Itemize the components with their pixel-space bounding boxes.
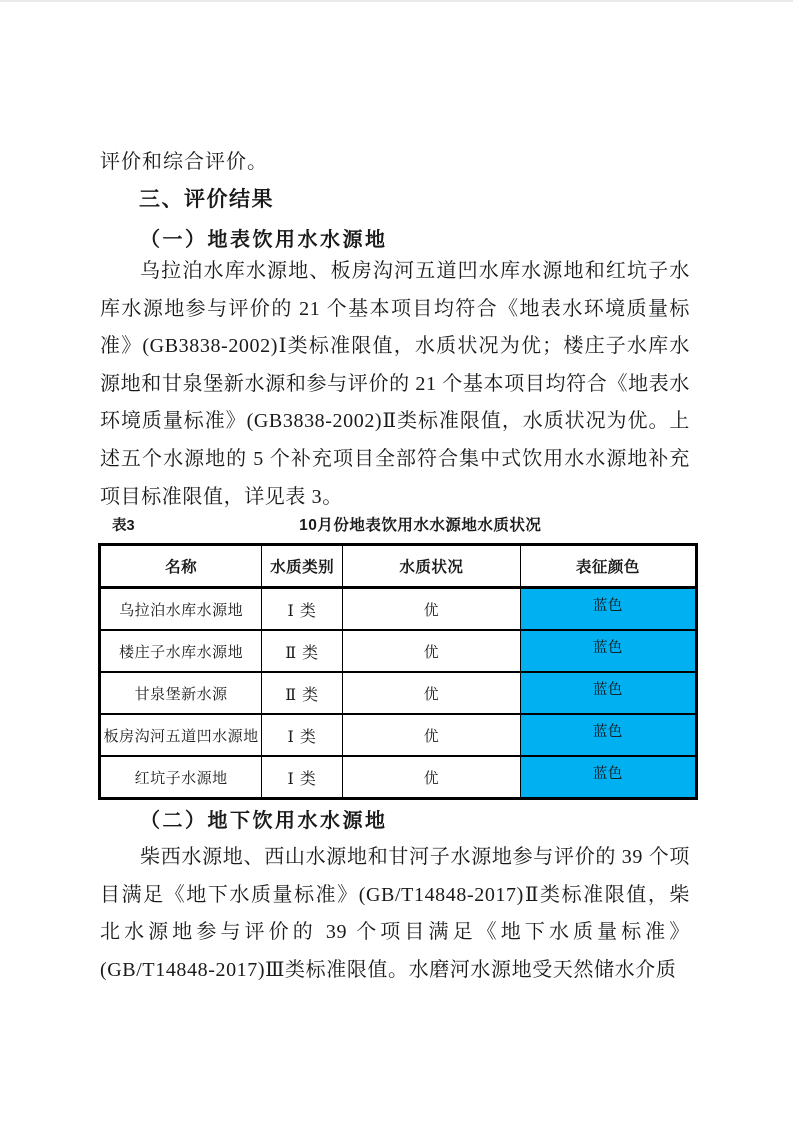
cell-source-name: 板房沟河五道凹水源地: [100, 714, 262, 756]
table-caption: [98, 513, 698, 535]
table-row: [100, 672, 697, 714]
cell-water-class: Ⅱ 类: [262, 630, 343, 672]
subsection-1-heading: （一）地表饮用水水源地: [140, 229, 388, 251]
cell-water-class: Ⅰ 类: [262, 588, 343, 631]
table-number-label: 表3: [112, 518, 135, 534]
water-quality-table: [98, 543, 698, 800]
cell-color-swatch: [520, 588, 696, 631]
section-heading: 三、评价结果: [139, 188, 274, 211]
table-row: [100, 588, 697, 631]
cell-water-status: 优: [342, 756, 520, 799]
cell-water-status: 优: [342, 714, 520, 756]
cell-water-status: 优: [342, 630, 520, 672]
cell-water-class: Ⅱ 类: [262, 672, 343, 714]
color-label: 蓝色: [592, 639, 623, 656]
color-label: 蓝色: [592, 765, 623, 782]
header-name: 名称: [100, 545, 262, 588]
cell-water-status: 优: [342, 588, 520, 631]
table-title: 10月份地表饮用水水源地水质状况: [299, 517, 542, 534]
color-label: 蓝色: [592, 597, 623, 614]
cell-source-name: 楼庄子水库水源地: [100, 630, 262, 672]
subsection-2-heading: （二）地下饮用水水源地: [140, 810, 388, 832]
table-header-row: [100, 545, 697, 588]
paragraph-continuation: 评价和综合评价。: [100, 151, 268, 173]
table-row: [100, 756, 697, 799]
cell-water-status: 优: [342, 672, 520, 714]
cell-source-name: 乌拉泊水库水源地: [100, 588, 262, 631]
page-top-divider: [0, 0, 793, 2]
ground-water-paragraph: 柴西水源地、西山水源地和甘河子水源地参与评价的 39 个项目满足《地下水质量标准》(GB/T14848-2017)Ⅱ类标准限值，柴北水源地参与评价的 39 个项目满足《地下水质量标准》(GB/T14848-2017)Ⅲ类标准限值。水磨河水源地受天然储水介质: [100, 846, 690, 981]
cell-source-name: 红坑子水源地: [100, 756, 262, 799]
header-color: 表征颜色: [520, 545, 696, 588]
cell-color-swatch: [520, 714, 696, 756]
header-water-status: 水质状况: [342, 545, 520, 588]
cell-color-swatch: [520, 672, 696, 714]
surface-water-paragraph: 乌拉泊水库水源地、板房沟河五道凹水库水源地和红坑子水库水源地参与评价的 21 个基本项目均符合《地表水环境质量标准》(GB3838-2002)Ⅰ类标准限值，水质状况为优；楼庄子水库水源地和甘泉堡新水源和参与评价的 21 个基本项目均符合《地表水环境质量标准》(GB3838-2002)Ⅱ类标准限值，水质状况为优。上述五个水源地的 5 个补充项目全部符合集中式饮用水水源地补充项目标准限值，详见表 3。: [100, 260, 690, 508]
cell-water-class: Ⅰ 类: [262, 714, 343, 756]
cell-color-swatch: [520, 756, 696, 799]
color-label: 蓝色: [592, 681, 623, 698]
table-row: [100, 714, 697, 756]
cell-color-swatch: [520, 630, 696, 672]
cell-water-class: Ⅰ 类: [262, 756, 343, 799]
cell-source-name: 甘泉堡新水源: [100, 672, 262, 714]
color-label: 蓝色: [592, 723, 623, 740]
header-water-class: 水质类别: [262, 545, 343, 588]
table-row: [100, 630, 697, 672]
